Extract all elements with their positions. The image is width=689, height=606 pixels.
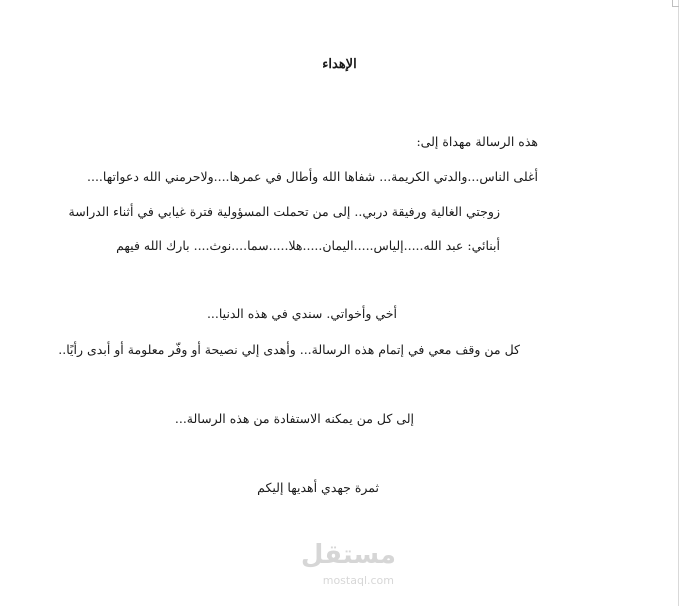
dedication-line-wife: زوجتي الغالية ورفيقة دربي.. إلى من تحملت المسؤولية فترة غيابي في أثناء الدراسة xyxy=(68,204,500,219)
dedication-closing: ثمرة جهدي أهديها إليكم xyxy=(257,480,379,495)
dedication-line-supporters: كل من وقف معي في إتمام هذه الرسالة... وأهدى إلي نصيحة أو وفّر معلومة أو أبدى رأيًا.. xyxy=(58,342,520,357)
dedication-line-parents: أغلى الناس...والدتي الكريمة... شفاها الله وأطال في عمرها....ولاحرمني الله دعواتها.... xyxy=(87,169,538,184)
mostaql-watermark xyxy=(296,540,396,596)
dedication-line-children: أبنائي: عبد الله.....إلياس.....اليمان.....هلا.....سما....نوث.... بارك الله فيهم xyxy=(116,238,500,253)
dedication-line-siblings: أخي وأخواتي. سندي في هذه الدنيا... xyxy=(206,306,397,321)
mostaql-logo: مستقل xyxy=(300,540,396,570)
page-title: الإهداء xyxy=(322,57,357,72)
dedication-intro: هذه الرسالة مهداة إلى: xyxy=(416,134,538,149)
mostaql-url: mostaql.com xyxy=(322,574,394,587)
dedication-line-readers: إلى كل من يمكنه الاستفادة من هذه الرسالة... xyxy=(174,411,414,426)
